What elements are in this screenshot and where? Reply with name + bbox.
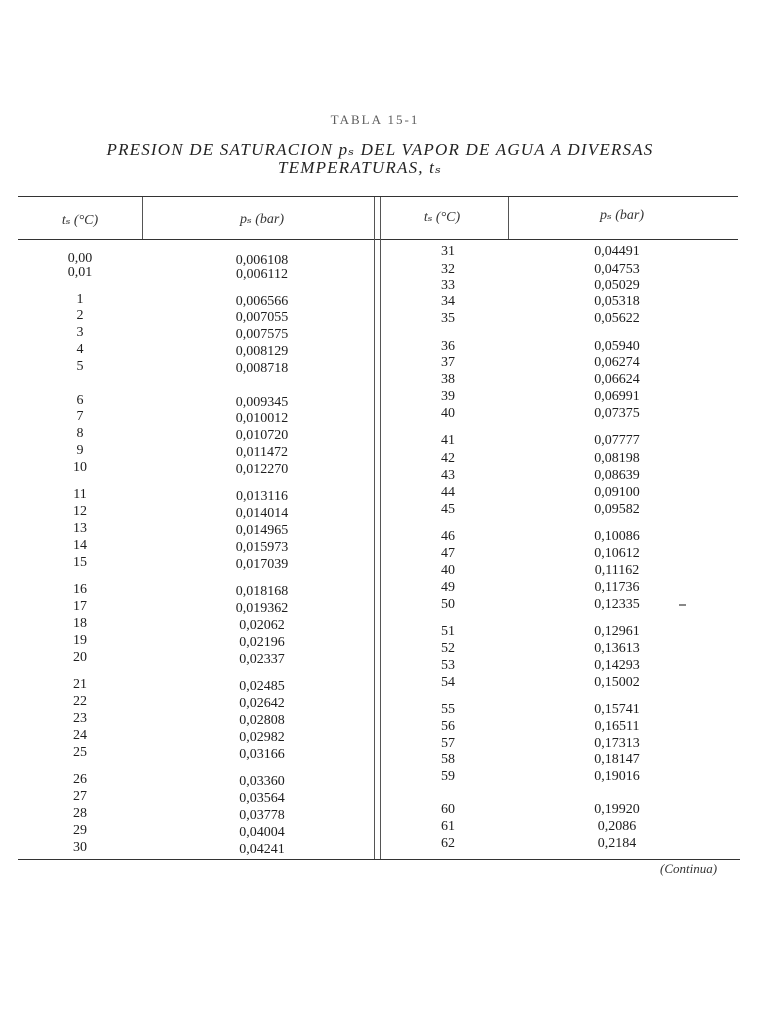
pressure-cell: 0,006566	[235, 294, 289, 309]
pressure-cell: 0,02485	[239, 679, 285, 694]
temperature-cell: 57	[441, 736, 455, 751]
header-rule	[18, 239, 738, 240]
pressure-cell: 0,2086	[597, 819, 637, 834]
pressure-cell: 0,015973	[235, 540, 289, 555]
temperature-cell: 32	[441, 262, 455, 277]
temperature-cell: 40	[441, 563, 455, 578]
pressure-cell: 0,007055	[235, 310, 289, 325]
pressure-cell: 0,02808	[239, 713, 285, 728]
temperature-cell: 30	[73, 840, 87, 855]
pressure-cell: 0,05940	[594, 339, 640, 354]
pressure-cell: 0,12335	[594, 597, 640, 612]
pressure-cell: 0,14293	[594, 658, 640, 673]
pressure-cell: 0,17313	[594, 736, 640, 751]
temperature-cell: 36	[441, 339, 455, 354]
pressure-cell: 0,10086	[594, 529, 640, 544]
pressure-cell: 0,05622	[594, 311, 640, 326]
pressure-cell: 0,02337	[239, 652, 285, 667]
temperature-cell: 59	[441, 769, 455, 784]
pressure-cell: 0,18147	[594, 752, 640, 767]
pressure-cell: 0,2184	[597, 836, 637, 851]
pressure-cell: 0,04004	[239, 825, 285, 840]
temperature-cell: 10	[73, 460, 87, 475]
pressure-cell: 0,07375	[594, 406, 640, 421]
table-number: TABLA 15-1	[330, 112, 420, 126]
temperature-cell: 38	[441, 372, 455, 387]
pressure-cell: 0,05318	[594, 294, 640, 309]
temperature-cell: 37	[441, 355, 455, 370]
temperature-cell: 4	[76, 342, 84, 357]
pressure-cell: 0,006112	[236, 267, 288, 282]
pressure-cell: 0,014014	[235, 506, 289, 521]
temperature-cell: 20	[73, 650, 87, 665]
temperature-cell: 54	[441, 675, 455, 690]
pressure-cell: 0,06274	[594, 355, 640, 370]
temperature-cell: 41	[441, 433, 455, 448]
temperature-cell: 1	[76, 292, 84, 307]
table-title-line-2: TEMPERATURAS, tₛ	[277, 158, 443, 177]
pressure-cell: 0,019362	[235, 601, 289, 616]
temperature-cell: 22	[73, 694, 87, 709]
pressure-cell: 0,09582	[594, 502, 640, 517]
pressure-cell: 0,04491	[594, 244, 640, 259]
temperature-cell: 23	[73, 711, 87, 726]
pressure-cell: 0,006108	[235, 253, 289, 268]
pressure-cell: 0,12961	[594, 624, 640, 639]
temperature-cell: 24	[73, 728, 87, 743]
temperature-cell: 2	[76, 308, 84, 323]
temperature-cell: 42	[441, 451, 455, 466]
temperature-cell: 55	[441, 702, 455, 717]
temperature-cell: 35	[441, 311, 455, 326]
header-t-right: tₛ (°C)	[423, 210, 461, 225]
column-divider-middle-2	[380, 197, 381, 859]
pressure-cell: 0,02062	[239, 618, 285, 633]
temperature-cell: 60	[441, 802, 455, 817]
pressure-cell: 0,007575	[235, 327, 289, 342]
pressure-cell: 0,018168	[235, 584, 289, 599]
temperature-cell: 19	[73, 633, 87, 648]
header-divider-1	[142, 197, 143, 239]
temperature-cell: 7	[76, 409, 84, 424]
pressure-cell: 0,011472	[236, 445, 288, 460]
temperature-cell: 34	[441, 294, 455, 309]
pressure-cell: 0,19016	[594, 769, 640, 784]
continued-label: (Continua)	[660, 861, 718, 876]
temperature-cell: 21	[73, 677, 87, 692]
temperature-cell: 28	[73, 806, 87, 821]
temperature-cell: 27	[73, 789, 87, 804]
temperature-cell: 50	[441, 597, 455, 612]
pressure-cell: 0,012270	[235, 462, 289, 477]
pressure-cell: 0,010720	[235, 428, 289, 443]
scan-mark	[679, 604, 686, 606]
temperature-cell: 18	[73, 616, 87, 631]
pressure-cell: 0,10612	[594, 546, 640, 561]
bottom-rule	[18, 859, 740, 860]
pressure-cell: 0,11736	[594, 580, 640, 595]
pressure-cell: 0,013116	[236, 489, 288, 504]
pressure-cell: 0,11162	[594, 563, 640, 578]
pressure-cell: 0,05029	[594, 278, 640, 293]
pressure-cell: 0,008718	[235, 361, 289, 376]
header-t-left: tₛ (°C)	[61, 213, 99, 228]
temperature-cell: 52	[441, 641, 455, 656]
pressure-cell: 0,03564	[239, 791, 285, 806]
pressure-cell: 0,08639	[594, 468, 640, 483]
temperature-cell: 14	[73, 538, 87, 553]
pressure-cell: 0,03166	[239, 747, 285, 762]
pressure-cell: 0,07777	[594, 433, 640, 448]
pressure-cell: 0,009345	[235, 395, 289, 410]
temperature-cell: 5	[76, 359, 84, 374]
pressure-cell: 0,06991	[594, 389, 640, 404]
temperature-cell: 12	[73, 504, 87, 519]
temperature-cell: 9	[76, 443, 84, 458]
temperature-cell: 46	[441, 529, 455, 544]
temperature-cell: 56	[441, 719, 455, 734]
temperature-cell: 0,00	[67, 251, 93, 266]
temperature-cell: 61	[441, 819, 455, 834]
table-title-line-1: PRESION DE SATURACION pₛ DEL VAPOR DE AGUA A DIVERSAS	[106, 140, 654, 159]
pressure-cell: 0,008129	[235, 344, 289, 359]
pressure-cell: 0,02642	[239, 696, 285, 711]
temperature-cell: 16	[73, 582, 87, 597]
temperature-cell: 43	[441, 468, 455, 483]
top-rule	[18, 196, 738, 197]
pressure-cell: 0,06624	[594, 372, 640, 387]
pressure-cell: 0,15002	[594, 675, 640, 690]
temperature-cell: 25	[73, 745, 87, 760]
temperature-cell: 3	[76, 325, 84, 340]
pressure-cell: 0,15741	[594, 702, 640, 717]
pressure-cell: 0,16511	[594, 719, 640, 734]
temperature-cell: 49	[441, 580, 455, 595]
temperature-cell: 11	[73, 487, 87, 502]
header-p-left: pₛ (bar)	[240, 212, 284, 227]
header-p-right: pₛ (bar)	[600, 208, 644, 223]
temperature-cell: 17	[73, 599, 87, 614]
pressure-cell: 0,010012	[235, 411, 289, 426]
column-divider-middle	[374, 197, 375, 859]
temperature-cell: 45	[441, 502, 455, 517]
temperature-cell: 51	[441, 624, 455, 639]
temperature-cell: 44	[441, 485, 455, 500]
pressure-cell: 0,09100	[594, 485, 640, 500]
pressure-cell: 0,02196	[239, 635, 285, 650]
pressure-cell: 0,08198	[594, 451, 640, 466]
temperature-cell: 13	[73, 521, 87, 536]
pressure-cell: 0,02982	[239, 730, 285, 745]
temperature-cell: 6	[76, 393, 84, 408]
temperature-cell: 26	[73, 772, 87, 787]
pressure-cell: 0,017039	[235, 557, 289, 572]
pressure-cell: 0,03360	[239, 774, 285, 789]
temperature-cell: 29	[73, 823, 87, 838]
temperature-cell: 62	[441, 836, 455, 851]
pressure-cell: 0,19920	[594, 802, 640, 817]
pressure-cell: 0,13613	[594, 641, 640, 656]
temperature-cell: 53	[441, 658, 455, 673]
temperature-cell: 8	[76, 426, 84, 441]
header-divider-3	[508, 197, 509, 239]
temperature-cell: 15	[73, 555, 87, 570]
pressure-cell: 0,04241	[239, 842, 285, 857]
temperature-cell: 0,01	[67, 265, 93, 280]
temperature-cell: 47	[441, 546, 455, 561]
pressure-cell: 0,04753	[594, 262, 640, 277]
temperature-cell: 58	[441, 752, 455, 767]
temperature-cell: 39	[441, 389, 455, 404]
temperature-cell: 40	[441, 406, 455, 421]
temperature-cell: 33	[441, 278, 455, 293]
temperature-cell: 31	[441, 244, 455, 259]
pressure-cell: 0,014965	[235, 523, 289, 538]
pressure-cell: 0,03778	[239, 808, 285, 823]
